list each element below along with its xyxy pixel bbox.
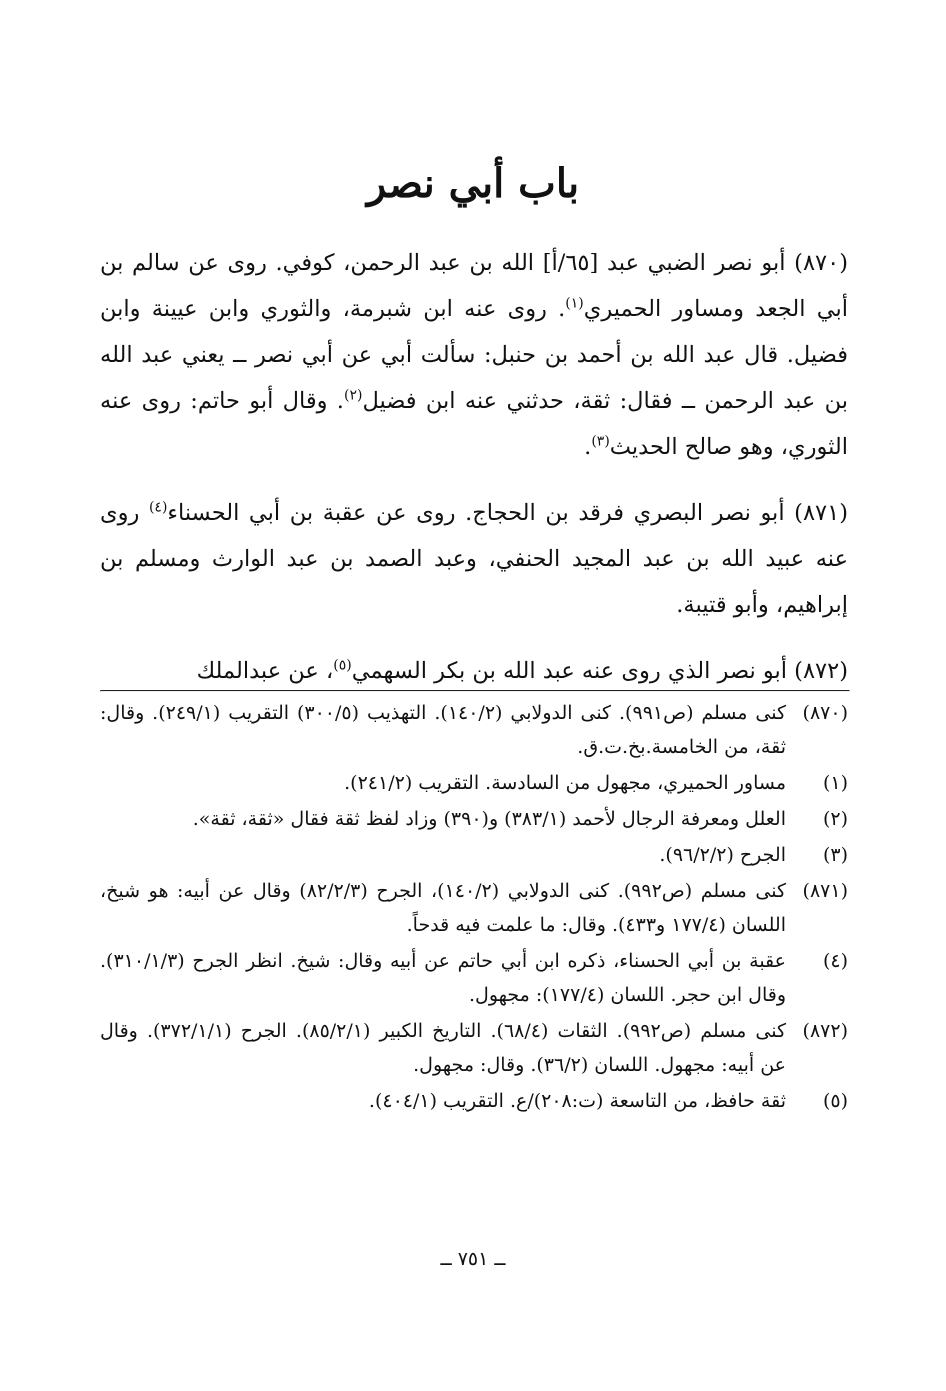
footnote-ref: (٣) — [591, 433, 610, 450]
footnote-text: كنى مسلم (ص٩٩١). كنى الدولابي (١٤٠/٢). التهذيب (٣٠٠/٥) التقريب (٢٤٩/١). وقال: ثقة، من الخامسة.بخ.ت.ق. — [100, 702, 787, 758]
footnote-ref: (٥) — [333, 657, 352, 674]
footnote — [100, 944, 848, 1012]
footnote-text: عقبة بن أبي الحسناء، ذكره ابن أبي حاتم عن أبيه وقال: شيخ. انظر الجرح (٣١٠/١/٣). وقال ابن حجر. اللسان (١٧٧/٤): مجهول. — [100, 950, 786, 1006]
footnote-number: (٢) — [822, 808, 848, 830]
footnote-number: (٨٧١) — [802, 880, 848, 902]
chapter-title: باب أبي نصر — [366, 160, 580, 207]
footnotes — [100, 696, 848, 1120]
footnote-ref: (٤) — [148, 499, 168, 516]
entry-871 — [100, 490, 848, 628]
entry-872 — [100, 648, 848, 694]
footnote — [100, 696, 848, 764]
footnote-ref: (٢) — [343, 387, 363, 404]
footnote-number: (٥) — [822, 1090, 848, 1112]
entry-text: . وقال أبو حاتم: روى عنه الثوري، وهو صالح الحديث — [100, 388, 848, 460]
footnote-number: (٣) — [822, 844, 848, 866]
footnote-number: (٨٧٢) — [802, 1020, 848, 1042]
footnote-text: ثقة حافظ، من التاسعة (ت:٢٠٨)/ع. التقريب (٤٠٤/١). — [368, 1090, 786, 1112]
entry-text: (٨٧٢) أبو نصر الذي روى عنه عبد الله بن بكر السهمي — [351, 658, 848, 684]
main-text — [100, 240, 848, 714]
entry-text: . — [584, 434, 592, 460]
entry-870 — [100, 240, 848, 470]
footnote-text: مساور الحميري، مجهول من السادسة. التقريب (٢٤١/٢). — [344, 772, 786, 794]
entry-text: . روى عنه ابن شبرمة، والثوري وابن عيينة وابن فضيل. قال عبد الله بن أحمد بن حنبل: سألت أبي عن أبي نصر ــ يعني عبد الله بن عبد الرحمن ــ فقال: ثقة، حدثني عنه ابن فضيل — [100, 296, 848, 414]
page-number: ــ ٧٥١ ــ — [440, 1248, 506, 1270]
entry-text: روى عنه عبيد الله بن عبد المجيد الحنفي، وعبد الصمد بن عبد الوارث ومسلم بن إبراهيم، وأبو قتيبة. — [100, 500, 848, 618]
footnote — [100, 838, 848, 872]
footnote — [100, 1014, 848, 1082]
entry-text: (٨٧١) أبو نصر البصري فرقد بن الحجاج. روى عن عقبة بن أبي الحسناء — [167, 500, 848, 526]
footnote — [100, 766, 848, 800]
footnote-number: (٨٧٠) — [802, 702, 848, 724]
entry-text: ، عن عبدالملك — [196, 658, 334, 684]
footnote-ref: (١) — [565, 295, 584, 312]
footnote-text: الجرح (٩٦/٢/٢). — [659, 844, 786, 866]
footnote-number: (١) — [822, 772, 848, 794]
footnote-number: (٤) — [822, 950, 848, 972]
entry-text: (٨٧٠) أبو نصر الضبي عبد [٦٥/أ] الله بن عبد الرحمن، كوفي. روى عن سالم بن أبي الجعد ومساور الحميري — [100, 250, 848, 322]
footnote-text: العلل ومعرفة الرجال لأحمد (٣٨٣/١) و(٣٩٠) وزاد لفظ ثقة فقال «ثقة، ثقة». — [192, 808, 786, 830]
footnote — [100, 1084, 848, 1118]
footnote — [100, 802, 848, 836]
footnote-divider — [100, 690, 850, 692]
footnote-text: كنى مسلم (ص٩٩٢). الثقات (٦٨/٤). التاريخ الكبير (٨٥/٢/١). الجرح (٣٧٢/١/١). وقال عن أبيه: مجهول. اللسان (٣٦/٢). وقال: مجهول. — [100, 1020, 787, 1076]
footnote — [100, 874, 848, 942]
footnote-text: كنى مسلم (ص٩٩٢). كنى الدولابي (١٤٠/٢)، الجرح (٨٢/٢/٣) وقال عن أبيه: هو شيخ، اللسان (١٧٧/٤ و٤٣٣). وقال: ما علمت فيه قدحاً. — [100, 880, 786, 936]
